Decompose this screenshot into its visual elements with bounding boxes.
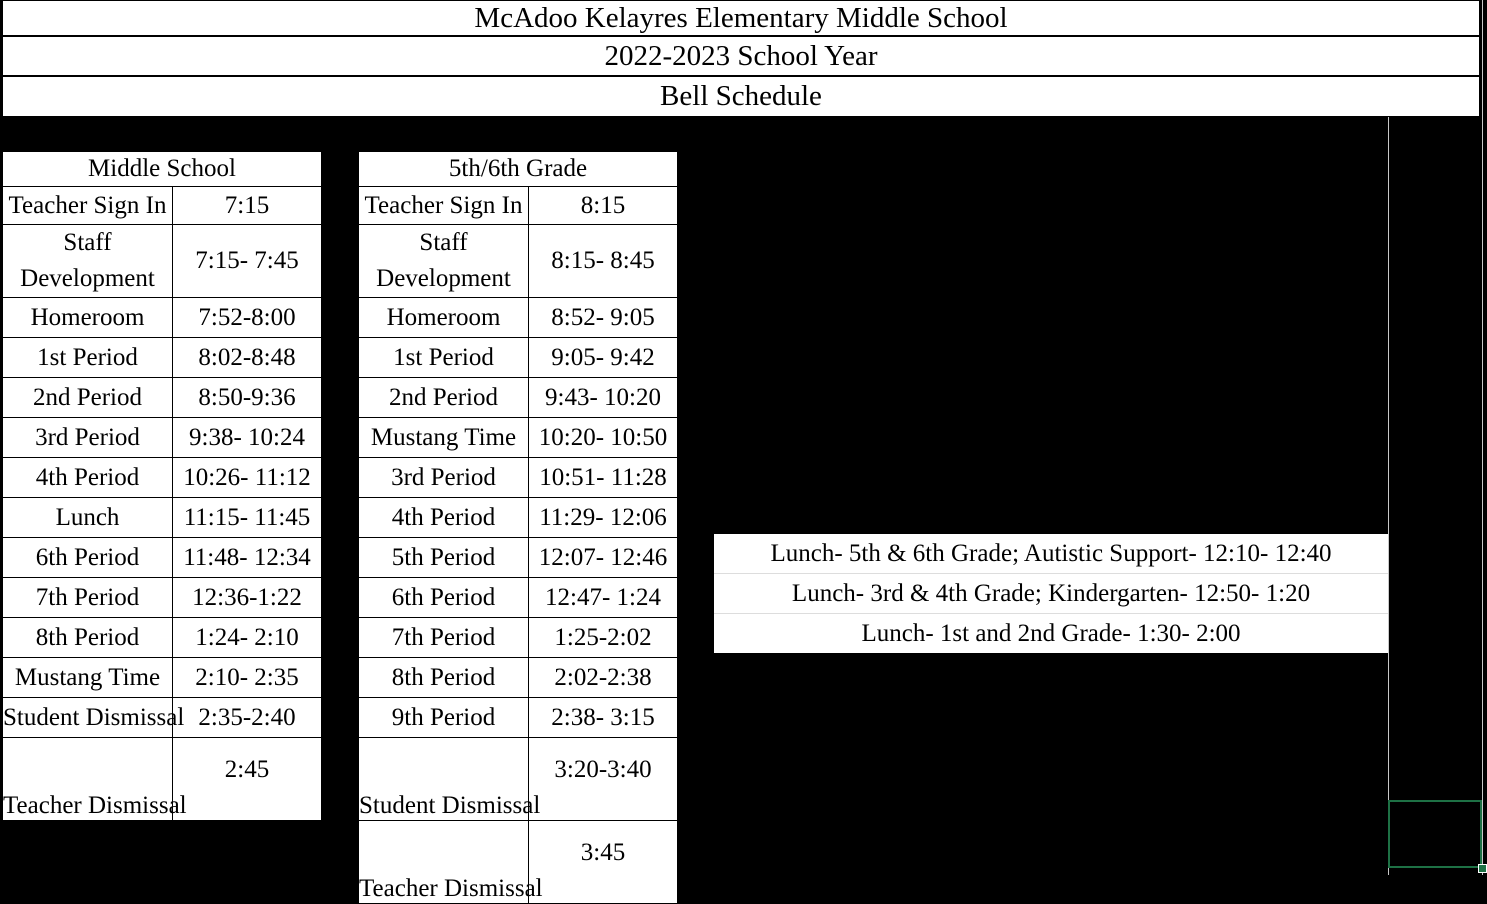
g56-label[interactable]: 2nd Period — [359, 378, 529, 418]
g56-time[interactable]: 2:38- 3:15 — [529, 698, 678, 738]
g56-label[interactable]: 8th Period — [359, 658, 529, 698]
middle-school-table — [2, 151, 322, 821]
g56-time[interactable]: 1:25-2:02 — [529, 618, 678, 658]
ms-label[interactable]: 6th Period — [3, 538, 173, 578]
ms-label[interactable]: Teacher Dismissal — [3, 738, 173, 821]
ms-time[interactable]: 2:10- 2:35 — [173, 658, 322, 698]
ms-time[interactable]: 11:48- 12:34 — [173, 538, 322, 578]
g56-time[interactable]: 10:20- 10:50 — [529, 418, 678, 458]
ms-time[interactable]: 1:24- 2:10 — [173, 618, 322, 658]
lunch-note[interactable]: Lunch- 5th & 6th Grade; Autistic Support- 12:10- 12:40 — [714, 534, 1388, 574]
ms-time[interactable]: 2:35-2:40 — [173, 698, 322, 738]
g56-label[interactable]: 4th Period — [359, 498, 529, 538]
lunch-notes-table — [714, 534, 1388, 653]
ms-time[interactable]: 9:38- 10:24 — [173, 418, 322, 458]
lunch-note[interactable]: Lunch- 3rd & 4th Grade; Kindergarten- 12:50- 1:20 — [714, 574, 1388, 614]
ms-label[interactable]: Student Dismissal — [3, 698, 173, 738]
ms-time[interactable]: 2:45 — [173, 738, 322, 821]
g56-time[interactable]: 8:52- 9:05 — [529, 298, 678, 338]
ms-label[interactable]: 7th Period — [3, 578, 173, 618]
middle-school-title[interactable]: Middle School — [3, 152, 322, 187]
ms-label[interactable]: Teacher Sign In — [3, 187, 173, 225]
g56-label[interactable]: Student Dismissal — [359, 738, 529, 821]
ms-time[interactable]: 11:15- 11:45 — [173, 498, 322, 538]
school-year-cell[interactable]: 2022-2023 School Year — [2, 36, 1480, 76]
g56-label[interactable]: Teacher Sign In — [359, 187, 529, 225]
ms-label[interactable]: Mustang Time — [3, 658, 173, 698]
grade-5-6-title[interactable]: 5th/6th Grade — [359, 152, 678, 187]
ms-time[interactable]: 7:15 — [173, 187, 322, 225]
g56-label[interactable]: Mustang Time — [359, 418, 529, 458]
ms-label[interactable]: Lunch — [3, 498, 173, 538]
fill-handle[interactable] — [1478, 864, 1487, 873]
g56-label[interactable]: Teacher Dismissal — [359, 821, 529, 904]
g56-time[interactable]: 8:15- 8:45 — [529, 225, 678, 298]
g56-time[interactable]: 9:43- 10:20 — [529, 378, 678, 418]
g56-time[interactable]: 12:07- 12:46 — [529, 538, 678, 578]
ms-label[interactable]: 4th Period — [3, 458, 173, 498]
ms-label[interactable]: 2nd Period — [3, 378, 173, 418]
g56-label[interactable]: 9th Period — [359, 698, 529, 738]
gridline — [1388, 0, 1389, 875]
ms-time[interactable]: 12:36-1:22 — [173, 578, 322, 618]
g56-time[interactable]: 12:47- 1:24 — [529, 578, 678, 618]
ms-label[interactable]: Homeroom — [3, 298, 173, 338]
g56-label[interactable]: 6th Period — [359, 578, 529, 618]
g56-time[interactable]: 8:15 — [529, 187, 678, 225]
ms-time[interactable]: 10:26- 11:12 — [173, 458, 322, 498]
ms-label[interactable]: 3rd Period — [3, 418, 173, 458]
ms-time[interactable]: 7:15- 7:45 — [173, 225, 322, 298]
ms-time[interactable]: 8:50-9:36 — [173, 378, 322, 418]
g56-time[interactable]: 3:20-3:40 — [529, 738, 678, 821]
school-name-cell[interactable]: McAdoo Kelayres Elementary Middle School — [2, 0, 1480, 36]
g56-label[interactable]: 1st Period — [359, 338, 529, 378]
grade-5-6-table — [358, 151, 678, 904]
g56-time[interactable]: 11:29- 12:06 — [529, 498, 678, 538]
g56-label[interactable]: 3rd Period — [359, 458, 529, 498]
g56-label[interactable]: Homeroom — [359, 298, 529, 338]
ms-label[interactable]: Staff Development — [3, 225, 173, 298]
selected-cell[interactable] — [1388, 800, 1482, 868]
g56-label[interactable]: 7th Period — [359, 618, 529, 658]
g56-label[interactable]: Staff Development — [359, 225, 529, 298]
ms-label[interactable]: 1st Period — [3, 338, 173, 378]
ms-time[interactable]: 7:52-8:00 — [173, 298, 322, 338]
schedule-title-cell[interactable]: Bell Schedule — [2, 76, 1480, 117]
gridline — [1482, 0, 1483, 875]
ms-time[interactable]: 8:02-8:48 — [173, 338, 322, 378]
g56-time[interactable]: 10:51- 11:28 — [529, 458, 678, 498]
lunch-note[interactable]: Lunch- 1st and 2nd Grade- 1:30- 2:00 — [861, 619, 1241, 647]
g56-time[interactable]: 2:02-2:38 — [529, 658, 678, 698]
g56-time[interactable]: 9:05- 9:42 — [529, 338, 678, 378]
g56-time[interactable]: 3:45 — [529, 821, 678, 904]
g56-label[interactable]: 5th Period — [359, 538, 529, 578]
ms-label[interactable]: 8th Period — [3, 618, 173, 658]
